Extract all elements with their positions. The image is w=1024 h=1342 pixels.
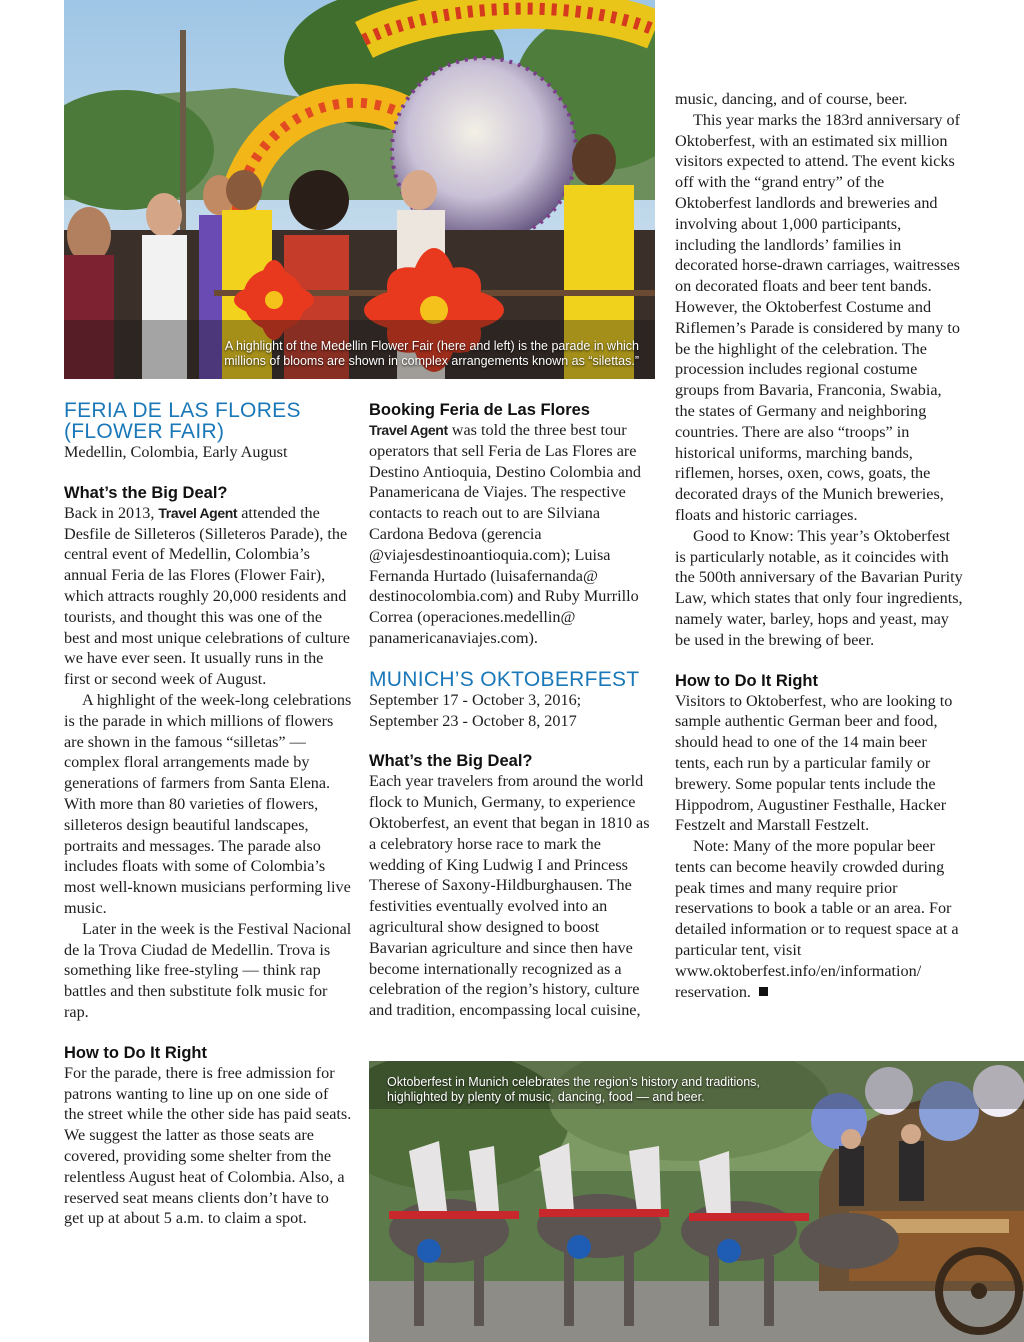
caption-line: highlighted by plenty of music, dancing, food — and beer. (387, 1090, 705, 1104)
booking-paragraph (369, 420, 657, 649)
oktoberfest-dates-1: September 17 - October 3, 2016; (369, 690, 582, 709)
flower-fair-photo (64, 0, 655, 379)
text-run: attended the Desfile de Silleteros (Silleteros Parade), the central event of Medellin, Colombia’s annual Feria de las Flores (Flower Fair), which attracts roughly 20,000 residents and tourists, and thought this was one of the best and most unique celebrations of culture we have ever seen. It usually runs in the first or second week of August. (64, 503, 350, 689)
oktoberfest-photo (369, 1061, 1024, 1342)
oktoberfest-paragraph-2: This year marks the 183rd anniversary of Oktoberfest, with an estimated six million visitors expected to attend. The event kicks off with the “grand entry” of the Oktoberfest landlords and breweries and involving about 1,000 participants, including the landlords’ families in decorated horse-drawn carriages, waitresses on decorated floats and beer tent bands. However, the Oktoberfest Costume and Riflemen’s Parade is considered by many to be the highlight of the celebration. The procession includes regional costume groups from Bavaria, Franconia, Swabia, the states of Germany and neighboring countries. There are also “troops” in historical uniforms, marching bands, riflemen, horses, oxen, cows, goats, the decorated drays of the Munich breweries, floats and historic carriages. (675, 110, 961, 524)
good-to-know-paragraph: Good to Know: This year’s Oktoberfest is particularly notable, as it coincides with the 500th anniversary of the Bavarian Purity Law, which states that only four ingredients, namely water, barley, hops and yeast, may be used in the brewing of beer. (675, 526, 963, 649)
feria-paragraph-1 (64, 503, 352, 690)
text-run: was told the three best tour operators that sell Feria de Las Flores are Destino Antioquia, Destino Colombia and Panamericana de Viajes. The respective contacts to reach out to are Silviana Cardona Bedova (gerencia @viajesdestinoantioquia.com); Luisa Fernanda Hurtado (luisafernanda@ destinocolombia.com) and Ruby Murrillo Correa (operaciones.medellin@ panamericanaviajes.com). (369, 421, 642, 647)
oktoberfest-paragraph-1: Each year travelers from around the world flock to Munich, Germany, to experience Oktoberfest, an event that began in 1810 as a celebratory horse race to mark the wedding of King Ludwig I and Princess Therese of Saxony-Hildburghausen. The festivities eventually evolved into an agricultural show designed to boost Bavarian agriculture and since then have become internationally recognized as a celebration of the region’s history, culture and tradition, encompassing local cuisine, (369, 772, 650, 1020)
travel-agent-brand: Travel Agent (369, 422, 448, 438)
note-paragraph (675, 836, 963, 1002)
text-run: Note: Many of the more popular beer tents can become heavily crowded during peak times and many require prior reservations to book a table or an area. For detailed information or to request space at a particular tent, visit www.oktoberfest.info/en/information/ reservation. (675, 837, 959, 1001)
oktoberfest-paragraph-3: Visitors to Oktoberfest, who are looking to sample authentic German beer and food, should head to one of the 14 main beer tents, each run by a particular family or brewery. Some popular tents include the Hippodrom, Augustiner Festhalle, Hacker Festzelt and Marstall Festzelt. (675, 691, 953, 835)
feria-big-deal-heading: What’s the Big Deal? (64, 483, 228, 502)
column-left (64, 400, 352, 1229)
travel-agent-brand: Travel Agent (158, 504, 238, 521)
column-middle (369, 400, 657, 1021)
oktoberfest-how-heading: How to Do It Right (675, 671, 818, 690)
feria-paragraph-4: For the parade, there is free admission for patrons wanting to line up on one side of the street while the other side has paid seats. We suggest the latter as those seats are covered, providing some shelter from the relentless August heat of Colombia. Also, a reserved seat means clients don’t have to get up at about 5 a.m. to claim a spot. (64, 1063, 352, 1228)
end-of-article-mark (759, 987, 768, 996)
feria-paragraph-3: Later in the week is the Festival Nacional de la Trova Ciudad de Medellin. Trova is something like free-styling — think rap battles and then substitute folk music for rap. (64, 919, 352, 1021)
feria-title: FERIA DE LAS FLORES (64, 399, 301, 422)
feria-how-heading: How to Do It Right (64, 1043, 207, 1062)
oktoberfest-title: MUNICH’S OKTOBERFEST (369, 667, 640, 691)
column-right (675, 89, 963, 1002)
oktoberfest-big-deal-heading: What’s the Big Deal? (369, 752, 533, 771)
oktoberfest-continued: music, dancing, and of course, beer. (675, 90, 908, 108)
text-run: Back in 2013, (64, 503, 159, 522)
feria-paragraph-2: A highlight of the week-long celebrations is the parade in which millions of flowers are shown in the famous “silletas” — complex floral arrangements made by generations of farmers from Santa Elena. With more than 80 varieties of flowers, silleteros design beautiful landscapes, portraits and messages. The parade also includes floats with some of Colombia’s most well-known musicians performing live music. (64, 690, 352, 917)
flower-fair-caption (224, 339, 639, 369)
caption-line: millions of blooms are shown in complex arrangements known as “silettas.” (224, 354, 639, 368)
feria-title-line2: (FLOWER FAIR) (64, 420, 225, 443)
feria-location: Medellin, Colombia, Early August (64, 443, 288, 461)
oktoberfest-dates-2: September 23 - October 8, 2017 (369, 711, 577, 730)
flower-fair-photo-illustration (64, 0, 655, 379)
caption-line: A highlight of the Medellin Flower Fair (here and left) is the parade in which (224, 339, 639, 353)
caption-line: Oktoberfest in Munich celebrates the region’s history and traditions, (387, 1075, 760, 1089)
oktoberfest-caption (387, 1075, 760, 1105)
booking-heading: Booking Feria de Las Flores (369, 401, 590, 419)
